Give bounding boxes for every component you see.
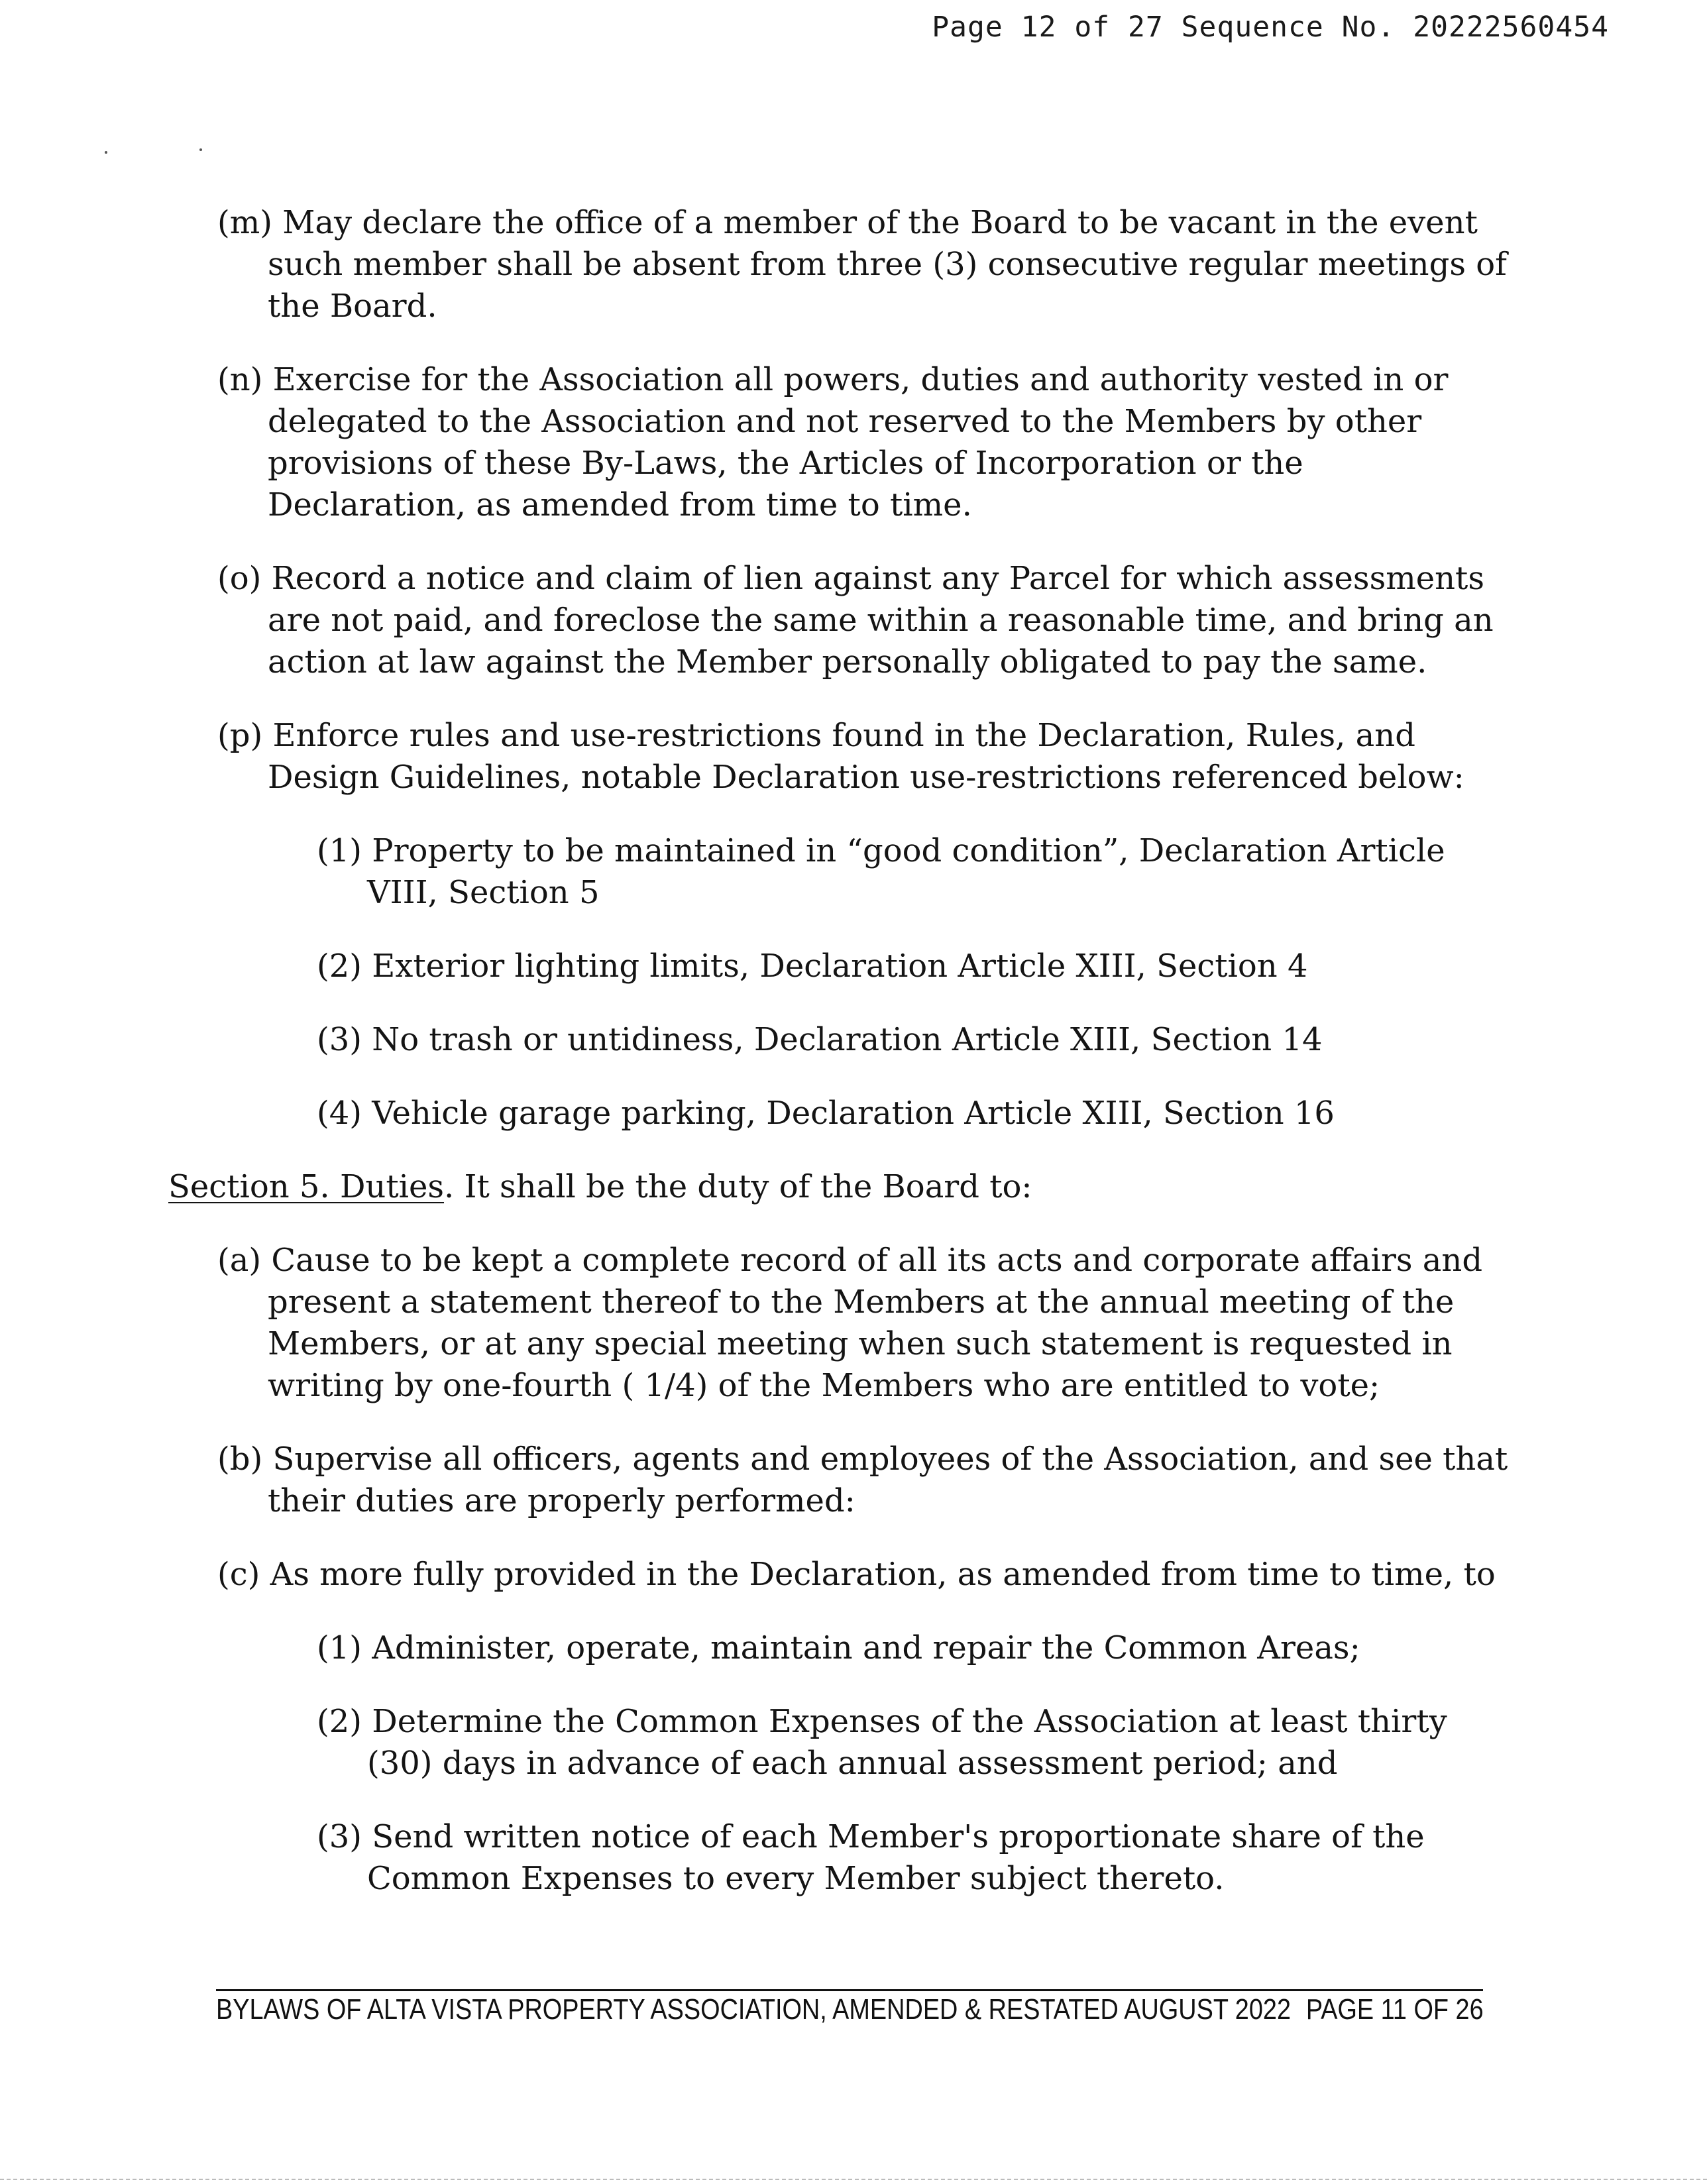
section-title: Section 5. Duties [168,1168,445,1205]
item-marker: (m) [217,204,272,241]
list-item-p [217,715,1510,798]
list-item-c [217,1554,1510,1596]
sub-item-text: Property to be maintained in “good condition”, Declaration Article VIII, Section 5 [367,832,1445,911]
item-text: Record a notice and claim of lien against any Parcel for which assessments are not paid, and foreclose the same within a reasonable time, and bring an action at law against the Member personally obligated to pay the same. [268,560,1494,681]
sub-item-c-2 [317,1701,1510,1784]
sub-item-marker: (1) [317,832,362,869]
sub-item-p-4 [317,1093,1510,1134]
scan-speck [199,148,202,151]
scan-specks [105,146,211,159]
scan-speck [105,151,107,154]
item-marker: (a) [217,1242,262,1279]
sub-item-c-1 [317,1627,1510,1669]
list-item-a [217,1240,1510,1407]
sub-item-marker: (3) [317,1021,362,1058]
item-marker: (b) [217,1441,263,1478]
sub-item-text: No trash or untidiness, Declaration Article XIII, Section 14 [372,1021,1323,1058]
item-text: As more fully provided in the Declaration, as amended from time to time, to [270,1556,1496,1593]
item-marker: (n) [217,361,263,398]
sub-item-p-1 [317,830,1510,914]
list-item-n [217,359,1510,526]
document-body [168,202,1510,1932]
item-text: May declare the office of a member of the Board to be vacant in the event such member shall be absent from three (3) consecutive regular meetings of the Board. [268,204,1507,325]
sub-item-text: Exterior lighting limits, Declaration Article XIII, Section 4 [372,948,1308,985]
item-text: Cause to be kept a complete record of all its acts and corporate affairs and present a statement thereof to the Members at the annual meeting of the Members, or at any special meeting when such statement is requested in writing by one-fourth ( 1/4) of the Members who are entitled to vote; [268,1242,1483,1404]
sub-item-p-2 [317,946,1510,987]
page-sequence-stamp: Page 12 of 27 Sequence No. 20222560454 [932,11,1609,44]
sub-item-marker: (2) [317,948,362,985]
sub-item-marker: (2) [317,1703,362,1740]
item-marker: (p) [217,717,263,754]
list-item-o [217,558,1510,683]
item-marker: (c) [217,1556,260,1593]
list-item-b [217,1439,1510,1522]
sub-item-text: Determine the Common Expenses of the Association at least thirty (30) days in advance of each annual assessment period; and [367,1703,1447,1782]
item-text: Enforce rules and use-restrictions found in the Declaration, Rules, and Design Guidelines, notable Declaration use-restrictions referenced below: [268,717,1464,796]
sub-item-marker: (4) [317,1095,362,1132]
footer-divider [216,1989,1483,1991]
section-5-heading [168,1166,1510,1208]
scan-edge-line [0,2179,1707,2180]
page-footer [216,1993,1484,2026]
list-item-m [217,202,1510,327]
sub-item-marker: (1) [317,1629,362,1666]
sub-item-marker: (3) [317,1818,362,1855]
item-marker: (o) [217,560,262,597]
footer-title: BYLAWS OF ALTA VISTA PROPERTY ASSOCIATION, AMENDED & RESTATED AUGUST 2022 [216,1993,1291,2026]
item-text: Exercise for the Association all powers, duties and authority vested in or delegated to the Association and not reserved to the Members by other provisions of these By-Laws, the Articles of Incorporation or the Declaration, as amended from time to time. [268,361,1449,523]
item-text: Supervise all officers, agents and employees of the Association, and see that their duties are properly performed: [268,1441,1508,1519]
section-intro: . It shall be the duty of the Board to: [444,1168,1032,1205]
sub-item-text: Administer, operate, maintain and repair the Common Areas; [372,1629,1360,1666]
footer-page-number: PAGE 11 OF 26 [1305,1993,1484,2026]
sub-item-p-3 [317,1019,1510,1061]
sub-item-text: Send written notice of each Member's proportionate share of the Common Expenses to every Member subject thereto. [367,1818,1425,1897]
sub-item-text: Vehicle garage parking, Declaration Article XIII, Section 16 [372,1095,1335,1132]
sub-item-c-3 [317,1816,1510,1900]
